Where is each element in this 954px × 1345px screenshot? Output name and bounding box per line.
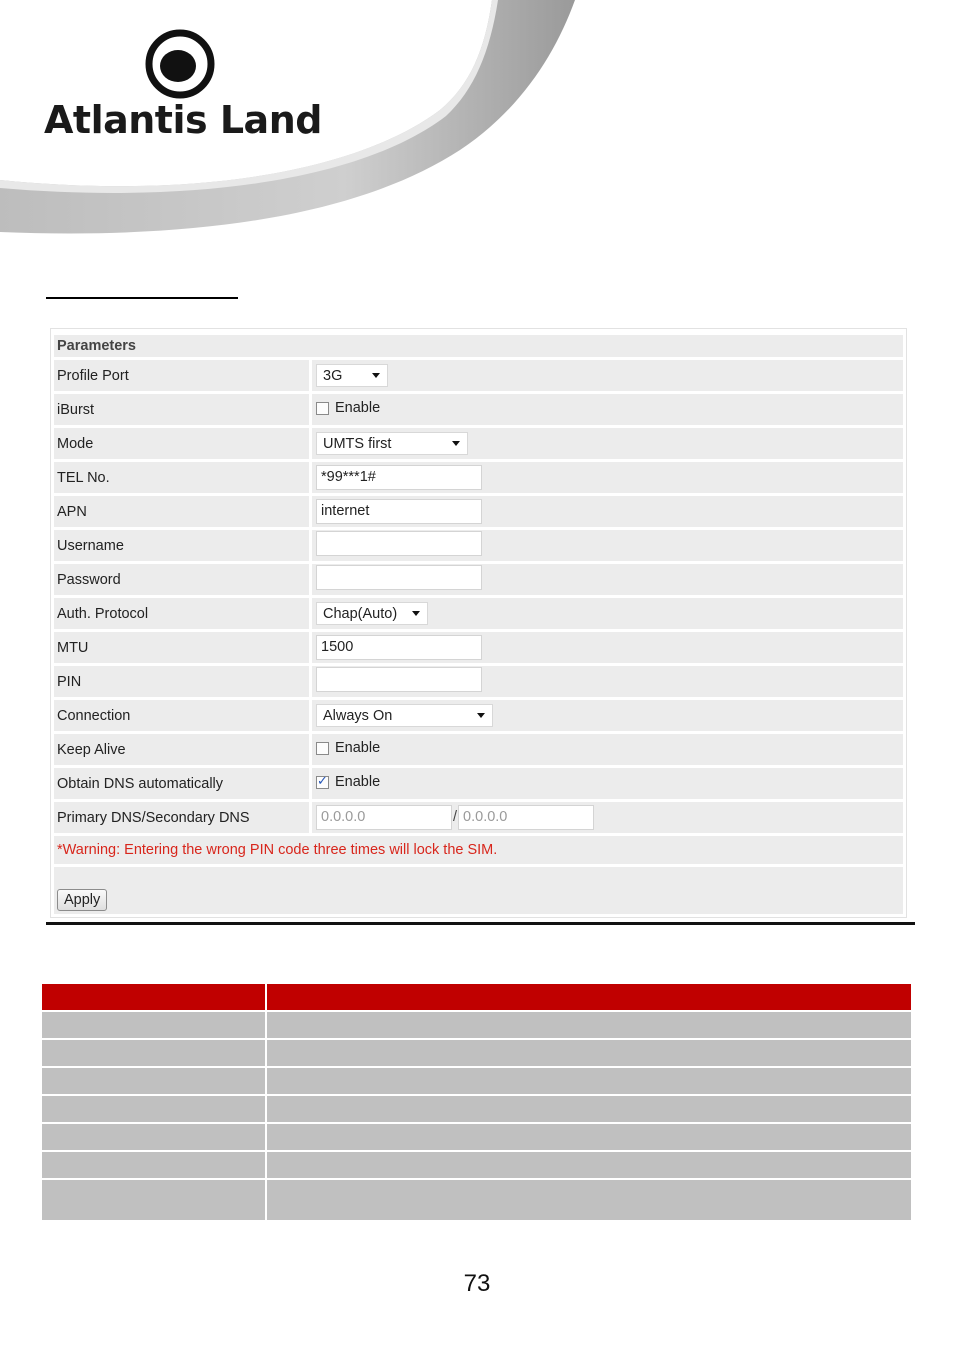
- row-pin: [54, 666, 903, 697]
- checkbox-checked-icon: [316, 776, 329, 789]
- label-keep-alive: Keep Alive: [54, 734, 309, 765]
- iburst-checkbox[interactable]: Enable: [316, 400, 380, 416]
- label-dns: Primary DNS/Secondary DNS: [54, 802, 309, 833]
- apn-input[interactable]: internet: [316, 499, 482, 524]
- row-dns: [54, 802, 903, 833]
- row-iburst: [54, 394, 903, 425]
- row-connection: [54, 700, 903, 731]
- primary-dns-input[interactable]: 0.0.0.0: [316, 805, 452, 830]
- profile-port-select[interactable]: 3G: [316, 364, 388, 387]
- description-table: [42, 984, 911, 1220]
- label-obtain-dns: Obtain DNS automatically: [54, 768, 309, 799]
- label-iburst: iBurst: [54, 394, 309, 425]
- row-mtu: [54, 632, 903, 663]
- label-password: Password: [54, 564, 309, 595]
- secondary-dns-input[interactable]: 0.0.0.0: [458, 805, 594, 830]
- dropdown-arrow-icon: [372, 373, 380, 378]
- checkbox-icon: [316, 742, 329, 755]
- panel-bottom-rule: [46, 922, 915, 925]
- label-username: Username: [54, 530, 309, 561]
- row-obtain-dns: [54, 768, 903, 799]
- label-mtu: MTU: [54, 632, 309, 663]
- label-connection: Connection: [54, 700, 309, 731]
- label-auth-protocol: Auth. Protocol: [54, 598, 309, 629]
- username-input[interactable]: [316, 531, 482, 556]
- row-password: [54, 564, 903, 595]
- keep-alive-checkbox[interactable]: Enable: [316, 740, 380, 756]
- row-auth-protocol: [54, 598, 903, 629]
- dns-separator: /: [453, 809, 458, 825]
- row-profile-port: [54, 360, 903, 391]
- dropdown-arrow-icon: [452, 441, 460, 446]
- label-mode: Mode: [54, 428, 309, 459]
- tel-no-input[interactable]: *99***1#: [316, 465, 482, 490]
- table-row: [42, 1179, 911, 1220]
- row-keep-alive: [54, 734, 903, 765]
- table-row: [42, 1067, 911, 1095]
- parameters-panel: [50, 328, 907, 918]
- table-row: [42, 1011, 911, 1039]
- mode-select[interactable]: UMTS first: [316, 432, 468, 455]
- table-header-row: [42, 984, 911, 1011]
- row-mode: [54, 428, 903, 459]
- row-tel-no: [54, 462, 903, 493]
- brand-logo-text: Atlantis Land: [44, 98, 322, 142]
- connection-select[interactable]: Always On: [316, 704, 493, 727]
- label-tel-no: TEL No.: [54, 462, 309, 493]
- pin-input[interactable]: [316, 667, 482, 692]
- pin-warning-text: *Warning: Entering the wrong PIN code three times will lock the SIM.: [54, 836, 903, 864]
- section-heading-rule: [46, 297, 238, 299]
- label-apn: APN: [54, 496, 309, 527]
- parameters-table: [54, 332, 903, 917]
- table-row: [42, 1123, 911, 1151]
- table-row: [42, 1039, 911, 1067]
- table-row: [42, 1095, 911, 1123]
- parameters-heading: Parameters: [54, 335, 903, 357]
- table-row: [42, 1151, 911, 1179]
- page-number: 73: [463, 1270, 491, 1297]
- row-username: [54, 530, 903, 561]
- dropdown-arrow-icon: [412, 611, 420, 616]
- dropdown-arrow-icon: [477, 713, 485, 718]
- password-input[interactable]: [316, 565, 482, 590]
- row-apn: [54, 496, 903, 527]
- apply-button[interactable]: Apply: [57, 889, 107, 911]
- label-profile-port: Profile Port: [54, 360, 309, 391]
- checkbox-icon: [316, 402, 329, 415]
- label-pin: PIN: [54, 666, 309, 697]
- mtu-input[interactable]: 1500: [316, 635, 482, 660]
- auth-protocol-select[interactable]: Chap(Auto): [316, 602, 428, 625]
- obtain-dns-checkbox[interactable]: ✓ Enable: [316, 774, 380, 790]
